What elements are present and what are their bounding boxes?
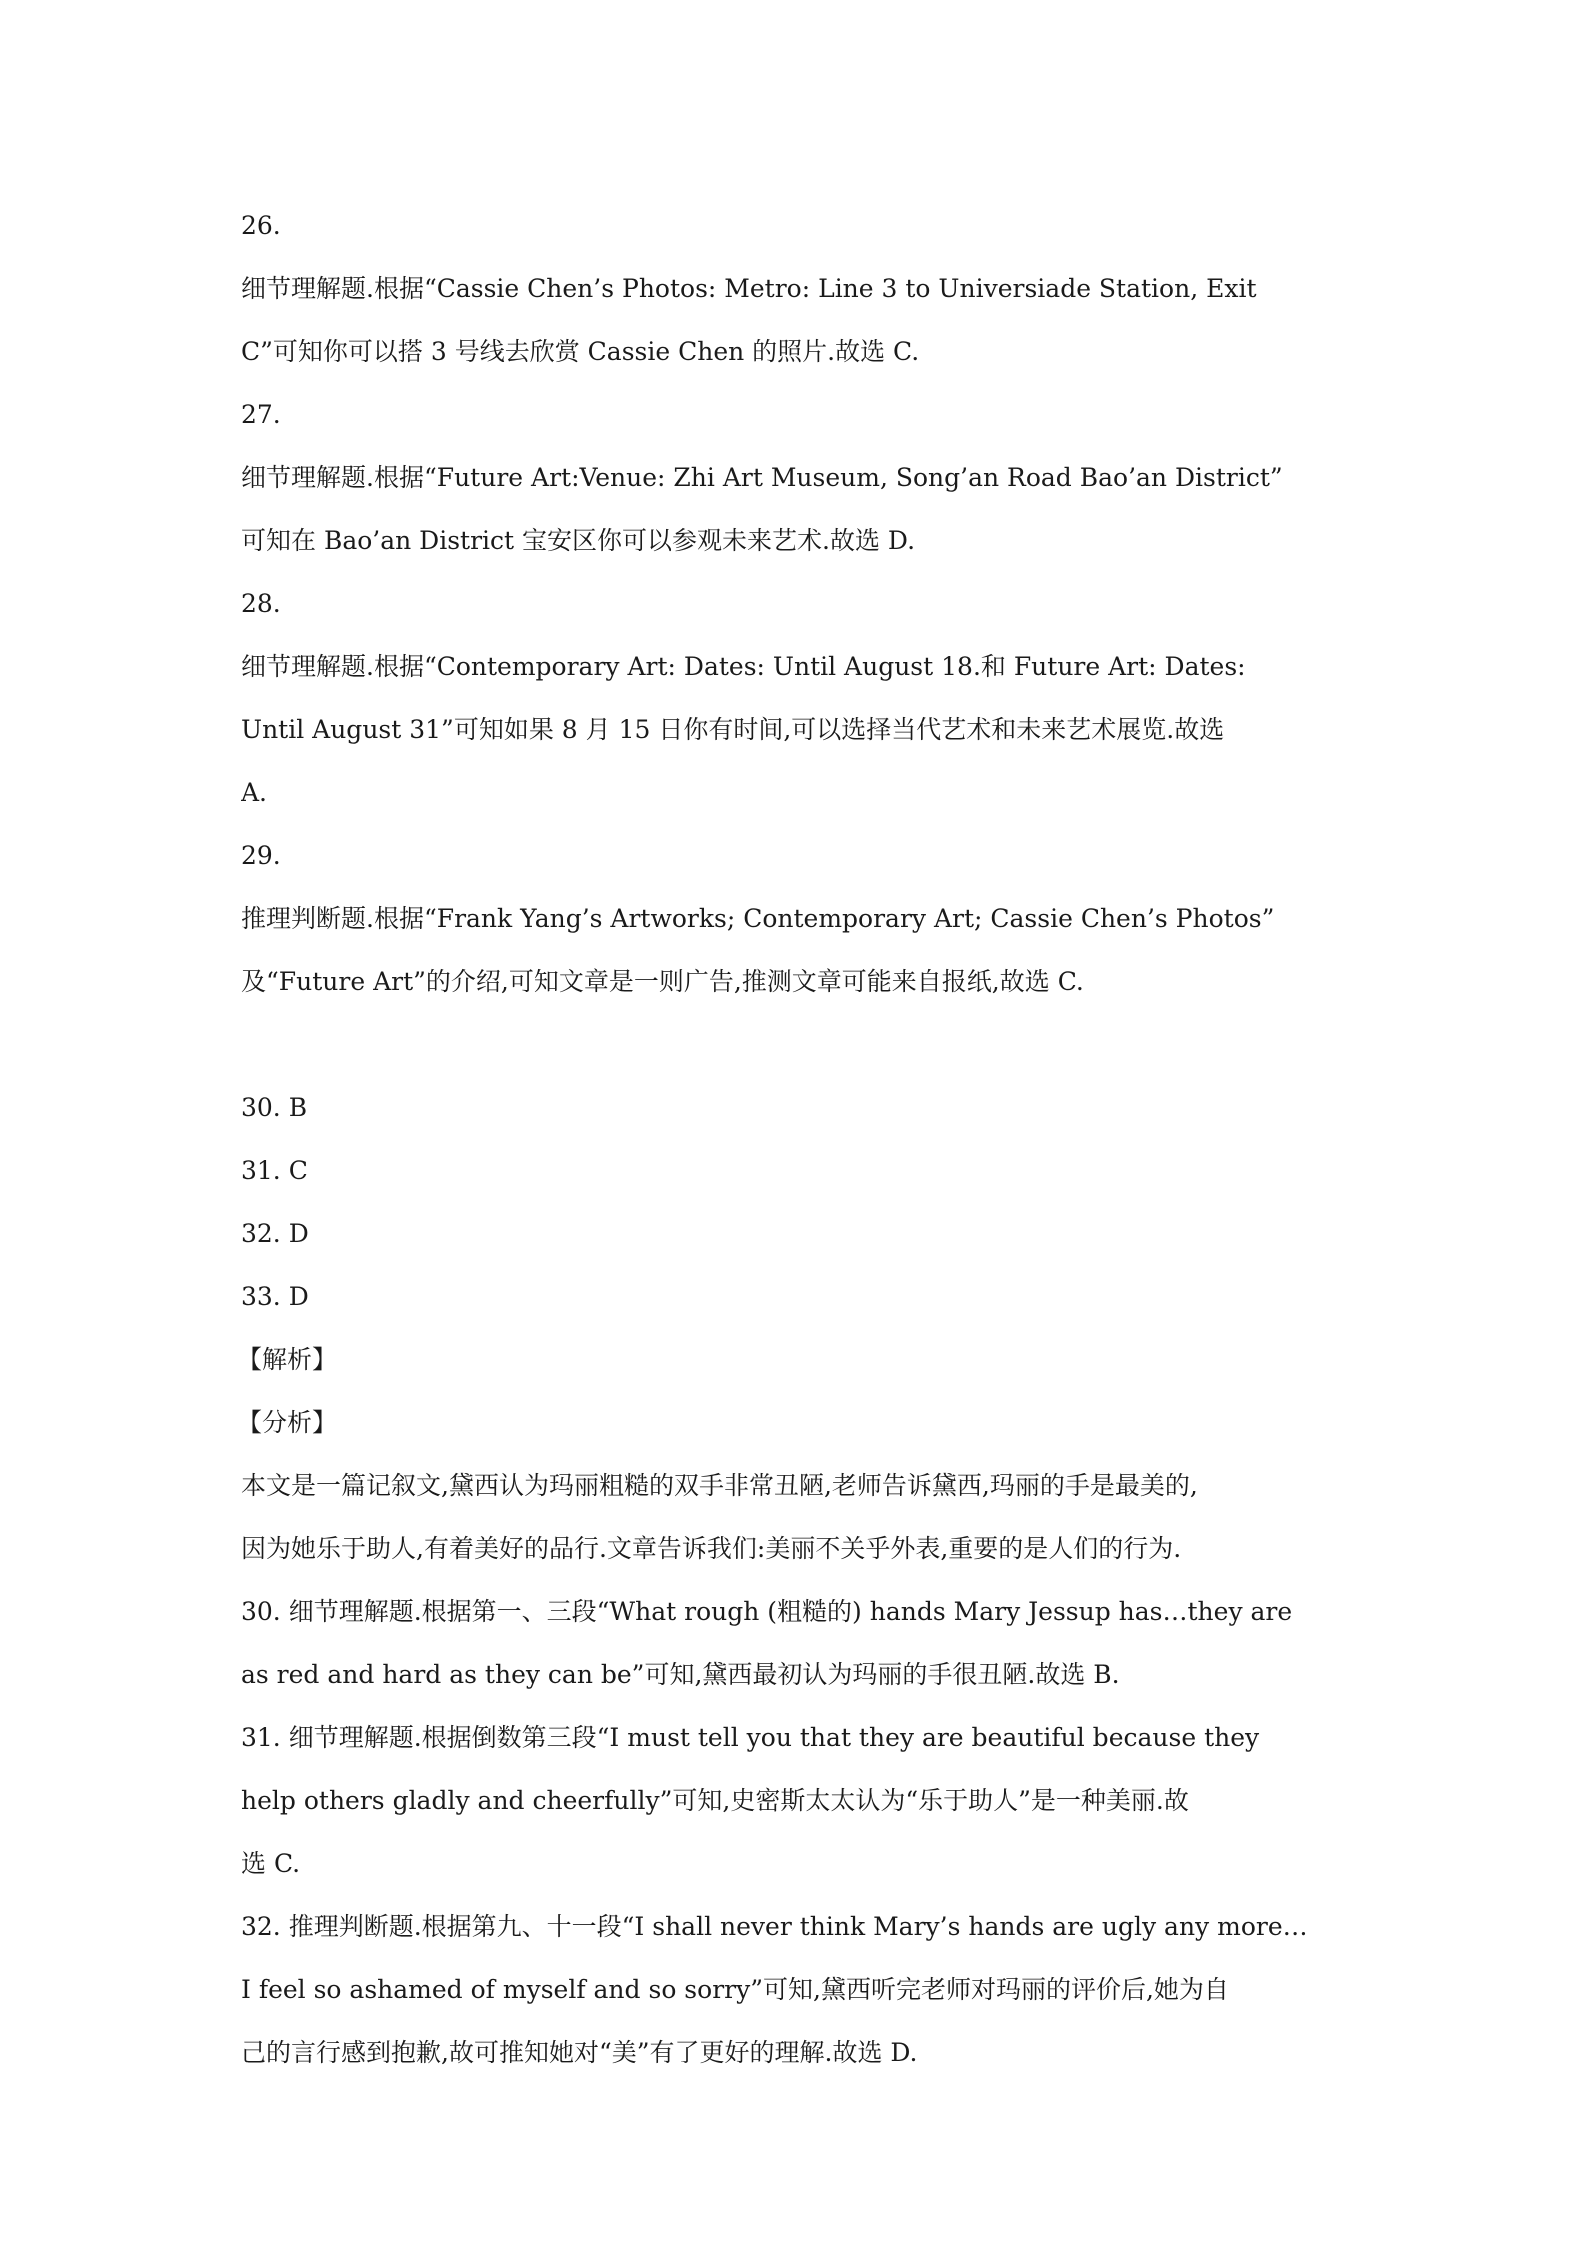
- explanation-31-line-2: help others gladly and cheerfully”可知,史密斯太太认为“乐于助人”是一种美丽.故: [241, 1786, 1189, 1815]
- explanation-26-line-2: C”可知你可以搭 3 号线去欣赏 Cassie Chen 的照片.故选 C.: [241, 337, 920, 366]
- explanation-30-line-1: 30. 细节理解题.根据第一、三段“What rough (粗糙的) hands Mary Jessup has…they are: [241, 1597, 1293, 1626]
- explanation-30-line-2: as red and hard as they can be”可知,黛西最初认为玛丽的手很丑陋.故选 B.: [241, 1660, 1120, 1689]
- explanation-29-line-2: 及“Future Art”的介绍,可知文章是一则广告,推测文章可能来自报纸,故选 C.: [241, 967, 1084, 996]
- explanation-27-line-2: 可知在 Bao’an District 宝安区你可以参观未来艺术.故选 D.: [241, 526, 916, 555]
- explanation-32-line-3: 己的言行感到抱歉,故可推知她对“美”有了更好的理解.故选 D.: [241, 2038, 918, 2067]
- explanation-31-line-1: 31. 细节理解题.根据倒数第三段“I must tell you that they are beautiful because they: [241, 1723, 1260, 1752]
- question-number-26: 26.: [241, 211, 281, 240]
- answer-32: 32. D: [241, 1219, 309, 1248]
- question-number-27: 27.: [241, 400, 281, 429]
- explanation-32-line-2: I feel so ashamed of myself and so sorry”可知,黛西听完老师对玛丽的评价后,她为自: [241, 1975, 1229, 2004]
- answer-30: 30. B: [241, 1093, 308, 1122]
- explanation-26-line-1: 细节理解题.根据“Cassie Chen’s Photos: Metro: Line 3 to Universiade Station, Exit: [241, 274, 1257, 303]
- answer-explanations: [237, 194, 1361, 2084]
- section-label-analysis: 【解析】: [237, 1345, 338, 1374]
- question-number-28: 28.: [241, 589, 281, 618]
- explanation-27-line-1: 细节理解题.根据“Future Art:Venue: Zhi Art Museum, Song’an Road Bao’an District”: [241, 463, 1283, 492]
- explanation-28-line-2: Until August 31”可知如果 8 月 15 日你有时间,可以选择当代艺术和未来艺术展览.故选: [241, 715, 1225, 744]
- question-number-29: 29.: [241, 841, 281, 870]
- explanation-28-line-3: A.: [241, 778, 268, 807]
- blank-line: [241, 1013, 1361, 1076]
- summary-line-1: 本文是一篇记叙文,黛西认为玛丽粗糙的双手非常丑陋,老师告诉黛西,玛丽的手是最美的,: [241, 1471, 1198, 1500]
- explanation-32-line-1: 32. 推理判断题.根据第九、十一段“I shall never think Mary’s hands are ugly any more…: [241, 1912, 1308, 1941]
- explanation-31-line-3: 选 C.: [241, 1849, 301, 1878]
- section-label-summary: 【分析】: [237, 1408, 338, 1437]
- explanation-29-line-1: 推理判断题.根据“Frank Yang’s Artworks; Contemporary Art; Cassie Chen’s Photos”: [241, 904, 1275, 933]
- answer-31: 31. C: [241, 1156, 308, 1185]
- summary-line-2: 因为她乐于助人,有着美好的品行.文章告诉我们:美丽不关乎外表,重要的是人们的行为.: [241, 1534, 1182, 1563]
- answer-33: 33. D: [241, 1282, 309, 1311]
- explanation-28-line-1: 细节理解题.根据“Contemporary Art: Dates: Until August 18.和 Future Art: Dates:: [241, 652, 1246, 681]
